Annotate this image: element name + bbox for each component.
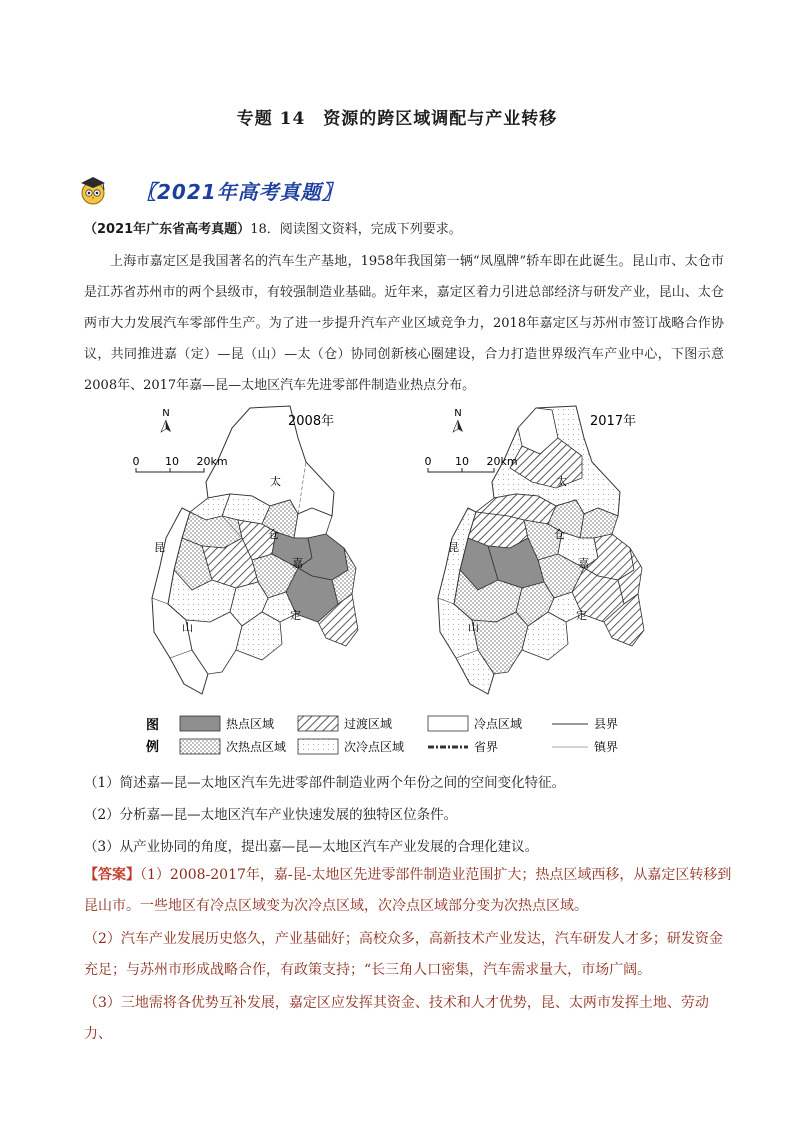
legend-province: 省界 — [474, 740, 499, 754]
place-label-shan: 山 — [468, 621, 479, 634]
map-2017 — [438, 406, 644, 694]
subquestion-3: （3）从产业协同的角度，提出嘉—昆—太地区汽车产业发展的合理化建议。 — [84, 839, 539, 855]
legend-swatch-cold — [428, 716, 468, 731]
answer-2: （2）汽车产业发展历史悠久，产业基础好；高校众多，高新技术产业发达，汽车研发人才多；研发资金充足；与苏州市形成战略合作，有政策支持；“长三角人口密集，汽车需求量大，市场广阔。 — [84, 931, 723, 978]
scale-tick-10: 10 — [455, 455, 469, 468]
map-legend — [146, 716, 618, 755]
answer-3: （3）三地需将各优势互补发展，嘉定区应发挥其资金、技术和人才优势，昆、太两市发挥土地、劳动力、 — [84, 995, 709, 1042]
legend-swatch-subcold — [298, 739, 338, 754]
legend-subcold: 次冷点区域 — [344, 740, 405, 754]
map-year-2008: 2008年 — [288, 414, 335, 429]
place-label-cang: 仓 — [554, 528, 565, 541]
place-label-jia: 嘉 — [578, 557, 589, 570]
place-label-ding: 定 — [290, 609, 301, 622]
place-label-tai: 太 — [270, 475, 281, 488]
place-label-cang: 仓 — [268, 528, 279, 541]
owl-graduate-icon — [76, 173, 110, 207]
subquestion-1: （1）简述嘉—昆—太地区汽车先进零部件制造业两个年份之间的空间变化特征。 — [84, 775, 566, 791]
north-label: N — [454, 408, 462, 419]
question-intro: 18．阅读图文资料，完成下列要求。 — [250, 222, 462, 237]
title-text: 资源的跨区域调配与产业转移 — [323, 109, 558, 129]
page-title — [0, 104, 794, 129]
passage: 上海市嘉定区是我国著名的汽车生产基地，1958年我国第一辆“凤凰牌”轿车即在此诞生。昆山市、太仓市是江苏省苏州市的两个县级市，有较强制造业基础。近年来，嘉定区着力引进总部经济与研发产业，昆山、太仓两市大力发展汽车零部件生产。为了进一步提升汽车产业区域竞争力，2018年嘉定区与苏州市签订战略合作协议，共同推进嘉（定）—昆（山）—太（仓）协同创新核心圈建设，合力打造世界级汽车产业中心，下图示意2008年、2017年嘉—昆—太地区汽车先进零部件制造业热点分布。 — [84, 254, 724, 393]
map-figure — [112, 398, 652, 762]
north-arrow-right — [453, 408, 463, 432]
section-heading — [76, 172, 343, 208]
place-label-tai: 太 — [556, 475, 567, 488]
title-number: 专题 14 — [236, 109, 306, 129]
scale-tick-20: 20km — [196, 455, 228, 468]
map-year-2017: 2017年 — [590, 414, 637, 429]
place-label-kun: 昆 — [448, 541, 459, 554]
map-2008 — [152, 406, 358, 694]
legend-subhot: 次热点区域 — [226, 740, 287, 754]
place-label-kun: 昆 — [154, 541, 165, 554]
answer-tag: 【答案】 — [84, 867, 140, 883]
answer-1: （1）2008-2017年，嘉-昆-太地区先进零部件制造业范围扩大；热点区域西移，从嘉定区转移到昆山市。一些地区有冷点区域变为次冷点区域，次冷点区域部分变为次热点区域。 — [84, 867, 732, 914]
subquestion-2: （2）分析嘉—昆—太地区汽车产业快速发展的独特区位条件。 — [84, 807, 458, 823]
scale-tick-0: 0 — [424, 455, 432, 468]
legend-swatch-hot — [180, 716, 220, 731]
scale-tick-20: 20km — [486, 455, 518, 468]
legend-swatch-subhot — [180, 739, 220, 754]
north-arrow-left — [161, 408, 171, 432]
north-label: N — [162, 408, 170, 419]
legend-cold: 冷点区域 — [474, 717, 523, 731]
legend-label-tu: 图 — [146, 718, 160, 733]
legend-county: 县界 — [594, 717, 619, 731]
legend-swatch-transition — [298, 716, 338, 731]
scale-tick-0: 0 — [132, 455, 140, 468]
question-header — [84, 218, 462, 237]
legend-transition: 过渡区域 — [344, 717, 393, 731]
legend-label-li: 例 — [146, 740, 160, 755]
question-source: （2021年广东省高考真题） — [84, 222, 251, 237]
answer-1-block — [84, 860, 734, 922]
place-label-shan: 山 — [182, 621, 193, 634]
scale-tick-10: 10 — [165, 455, 179, 468]
legend-town: 镇界 — [594, 740, 619, 754]
legend-hot: 热点区域 — [226, 717, 275, 731]
section-label: 〖2021年高考真题〗 — [136, 179, 343, 204]
place-label-ding: 定 — [576, 609, 587, 622]
place-label-jia: 嘉 — [292, 557, 303, 570]
